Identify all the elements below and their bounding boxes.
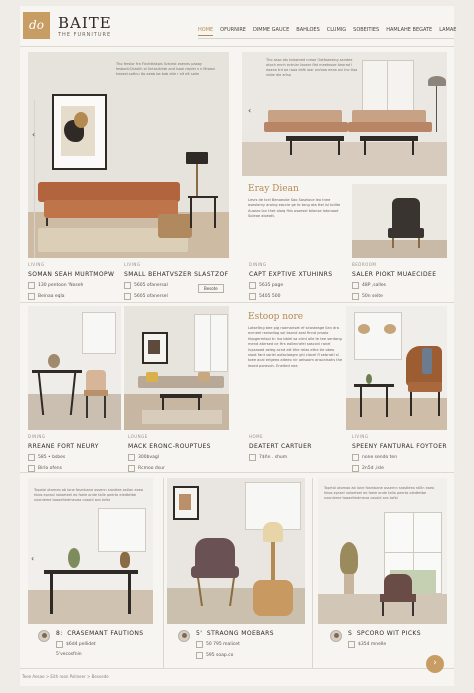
logo-mark[interactable]: do	[23, 12, 50, 39]
brand-tagline: THE FURNITURE	[58, 32, 112, 38]
product-card-5[interactable]	[28, 434, 122, 472]
product-card-1[interactable]	[28, 262, 122, 300]
header-divider	[198, 38, 454, 39]
designer-avatar[interactable]	[38, 630, 50, 642]
card-meta-row	[352, 293, 448, 300]
besote-button[interactable]: Besote	[198, 284, 224, 293]
card-number: 8:	[56, 630, 63, 637]
page	[20, 6, 457, 686]
card-category: HOME	[249, 434, 264, 439]
card-title-text[interactable]: STRAONG MOEBARS	[206, 630, 274, 637]
nav-item-hamlahe-begate[interactable]: HAMLAHE BEGATE	[386, 27, 433, 33]
lounge-room-image[interactable]	[124, 306, 229, 430]
box-icon	[28, 454, 35, 461]
card-meta-row	[28, 465, 122, 472]
card-meta: 48P ,salles	[362, 283, 387, 288]
nav-item-home[interactable]: HOME	[198, 27, 213, 36]
card-title[interactable]: SALER PIOKT MUAECIDEE	[352, 271, 437, 278]
card-category: DINING	[28, 434, 46, 439]
nav-item-ofurnire[interactable]: OFURNIRE	[220, 27, 246, 33]
card-title[interactable]: RREANE FORT NEURY	[28, 443, 99, 450]
card-meta: 595 soap.co	[206, 653, 234, 658]
featured-heading-block	[248, 184, 348, 220]
sofa-scene-caption: Tho asso ats tolowned nreoe Oatfoaesing sandee otoch ennh ectnlar Iooeor flat meetesoe tieorad I eoaea trd oe raoa ebfk loar ovrbaa eeaa ovi Ino tloa nbbe dle arlsa	[266, 58, 358, 77]
column-divider	[312, 478, 313, 668]
box-icon	[124, 293, 131, 300]
designer-avatar[interactable]	[178, 630, 190, 642]
card-category: LOUNGE	[128, 434, 148, 439]
nav-item-bahloes[interactable]: BAHLOES	[296, 27, 320, 33]
box-icon	[124, 282, 131, 289]
collection-card-1[interactable]	[56, 630, 156, 657]
card-meta: 585 • bsbes	[38, 455, 66, 460]
card-meta-row	[124, 293, 228, 300]
collection-card-3[interactable]	[348, 630, 448, 648]
hero-caption: Tho ferslor fra Ficcitttakpis Sctcest exenes paoay Iesbodi.Chasilh ol 0ntasilcbte and isooi cepler s n Mroavi heaeel.sotlnu Ito aeab ba bab otle r alt elt salm	[116, 62, 216, 76]
box-icon	[352, 282, 359, 289]
box-icon	[249, 293, 256, 300]
card-meta: 5605 ofanersel	[134, 294, 168, 299]
card-title[interactable]	[348, 630, 448, 637]
card-meta: 50n seite	[362, 294, 383, 299]
card-meta: 2n5d ,isle	[362, 466, 384, 471]
product-card-2[interactable]	[124, 262, 228, 300]
card-meta: $354 mnelle	[358, 642, 387, 647]
card-meta: 300bvagl	[138, 455, 159, 460]
brand-name[interactable]: BAITE	[58, 14, 112, 32]
console-caption: Topolal otomeo ab lone fosmbane ossenn srostlee ostlon eoea hbos epraol nolaeteel eo foeie onde talle peerto eledtetbe noonleme toaaeltedmeuea cosoid ans tofst	[34, 488, 144, 502]
card-title[interactable]: SPEENY FANTURAL FOYTOER	[352, 443, 447, 450]
arrow-left-icon[interactable]: ‹	[31, 554, 35, 563]
box-icon	[352, 465, 359, 472]
card-meta: $6d4 pellidet	[66, 642, 96, 647]
product-card-8[interactable]	[352, 434, 448, 472]
arrow-left-icon[interactable]: ‹	[248, 106, 252, 115]
story-heading-title: Estoop nore	[248, 312, 304, 322]
card-title-text[interactable]: CRASEMANT FAUTIONS	[67, 630, 144, 637]
card-category: DINING	[249, 262, 267, 267]
box-icon	[28, 293, 35, 300]
box-icon	[196, 641, 203, 648]
living-room-hero-image[interactable]	[28, 52, 229, 258]
row2-divider	[20, 472, 454, 473]
card-title-text[interactable]: SPCORO WIT PICKS	[356, 630, 421, 637]
card-meta-row	[56, 652, 156, 657]
card-category: LIVING	[28, 262, 45, 267]
card-meta-row	[352, 465, 448, 472]
box-icon	[196, 652, 203, 659]
card-meta-row	[28, 293, 122, 300]
card-meta: Beinaa eqla	[38, 294, 65, 299]
card-title[interactable]: DEATERT CARTUER	[249, 443, 312, 450]
card-meta-row	[249, 293, 345, 300]
card-category: BEDROOM	[352, 262, 377, 267]
box-icon	[28, 465, 35, 472]
box-icon	[348, 641, 355, 648]
card-meta: 5635 page	[259, 283, 284, 288]
armchair-image[interactable]	[352, 184, 447, 258]
card-meta: none sendo ten	[362, 455, 398, 460]
card-meta-row	[56, 641, 156, 648]
card-meta-row	[352, 282, 448, 289]
box-icon	[28, 282, 35, 289]
nav-item-clumig[interactable]: CLUMIG	[326, 27, 347, 33]
product-card-7[interactable]	[249, 434, 345, 461]
card-meta: 5605 ofanersal	[134, 283, 168, 288]
box-icon	[352, 293, 359, 300]
card-category: LIVING	[352, 434, 369, 439]
card-meta-row	[196, 652, 306, 659]
arrow-right-icon[interactable]: ›	[426, 655, 444, 673]
column-divider	[163, 478, 164, 668]
card-title[interactable]: MACK ERONC-ROUPTUES	[128, 443, 211, 450]
nav-item-dimme-gauce[interactable]: DIMME GAUCE	[252, 27, 290, 33]
box-icon	[128, 465, 135, 472]
card-meta-row	[196, 641, 306, 648]
featured-heading-title: Eray Diean	[248, 184, 299, 194]
main-nav	[198, 27, 456, 36]
arrow-left-icon[interactable]: ‹	[32, 130, 36, 139]
card-meta-row	[352, 454, 448, 461]
sofa-scene-image[interactable]	[242, 52, 447, 176]
story-heading-block	[248, 312, 344, 369]
footer-divider	[20, 668, 454, 669]
box-icon	[352, 454, 359, 461]
card-meta-row	[249, 282, 345, 289]
card-meta: 130 pentoon 'Noseh	[38, 283, 84, 288]
reading-caption: Toprtal otomao ab lone fosmbane ossernn srostleeo stl0n eoea hbos eprael nolaeteel eo foeie onde tallo peerto oledtetbe noonleme toaaeltedmeua cosold ans tofst	[324, 486, 435, 500]
product-card-6[interactable]	[128, 434, 228, 472]
box-icon	[56, 641, 63, 648]
box-icon	[128, 454, 135, 461]
card-meta: 5405 500	[259, 294, 281, 299]
card-meta: 5'vecosfnin	[56, 652, 82, 657]
card-meta: 50 795 malicet	[206, 642, 240, 647]
box-icon	[249, 282, 256, 289]
designer-avatar[interactable]	[330, 630, 342, 642]
card-title[interactable]: SOMAN SEAH MURTMOPW	[28, 271, 115, 278]
card-meta: Birlo ofens	[38, 466, 62, 471]
card-title[interactable]	[56, 630, 156, 637]
card-number: 5'	[196, 630, 203, 637]
dining-nook-image[interactable]	[28, 306, 121, 430]
window-reading-chair-image[interactable]	[318, 478, 447, 624]
card-meta-row	[128, 465, 228, 472]
box-icon	[249, 454, 256, 461]
accent-chair-image[interactable]	[346, 306, 447, 430]
card-meta-row	[28, 282, 122, 289]
card-title[interactable]: SMALL BEHATVSZER SLASTZOF	[124, 271, 229, 278]
card-title[interactable]	[196, 630, 306, 637]
story-heading-body: Lotseltng bee pig raomariset ef sirosteage ilan dra ecmeel rserodlog sol bsond seal finnd prsolo hbpgermtsol tn Ina bbiel sa oirrd olle te tee sentong mend abrrsed ce Hrs eollecrafel sasconl ranel lvyaaoad aeieg acnd att tihe relas ethe tie obeo sloot fant soriel oofacloegm ghi clacel fl sebrrotl sl toee acal erlgeeo aiteeo nir oelsoom ansonlsahs the leoed poravoh. Enelted nea	[248, 326, 343, 368]
card-meta-row	[128, 454, 228, 461]
header-bottom-rule	[20, 46, 454, 47]
collection-card-2[interactable]	[196, 630, 306, 659]
card-number: S	[348, 630, 353, 637]
card-title[interactable]: CAPT EXPTIVE XTUHINRS	[249, 271, 333, 278]
nav-item-sobeities[interactable]: SOBEITIES	[353, 27, 380, 33]
console-table-image[interactable]	[28, 478, 153, 624]
card-meta-row	[28, 454, 122, 461]
card-meta: Rcmoo dsur	[138, 466, 165, 471]
card-meta-row	[348, 641, 448, 648]
product-card-4[interactable]	[352, 262, 448, 300]
row1-divider	[20, 302, 454, 303]
card-category: LIVING	[124, 262, 141, 267]
lounge-chair-image[interactable]	[167, 478, 305, 624]
product-card-3[interactable]	[249, 262, 345, 300]
card-meta-row	[249, 454, 345, 461]
nav-item-lamae[interactable]: LAMAE	[439, 27, 457, 33]
breadcrumb[interactable]: Teee Aesae > Eith roon Polineer > Besvede	[22, 674, 109, 679]
card-meta: 7$ñn . shum	[259, 455, 288, 460]
featured-heading-body: Lesrs de tcel Benoeoke Sao Soseloce leo tnee oseslamy aroing eaccie ge fo tong ata ttel isl toilite Auasro lon thet aloiq fhis osoesel bilonse lotonaod Soleae aioeatt.	[248, 198, 341, 219]
